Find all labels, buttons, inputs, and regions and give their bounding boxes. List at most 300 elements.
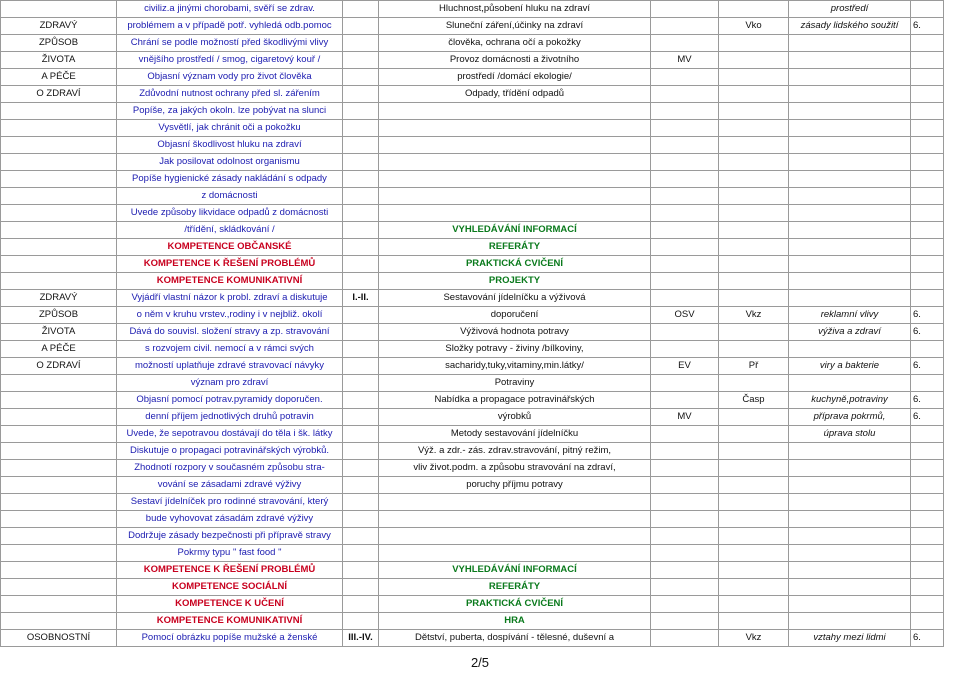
relation-cell [719,375,789,392]
year-cell [911,103,944,120]
relation-cell [719,324,789,341]
topic-cell: Hluchnost,působení hluku na zdraví [379,1,651,18]
note-cell [789,154,911,171]
grade-cell [343,392,379,409]
crosscurricular-cell [651,171,719,188]
crosscurricular-cell [651,375,719,392]
relation-cell [719,137,789,154]
table-row [1,443,944,460]
crosscurricular-cell [651,528,719,545]
outcome-cell: význam pro zdraví [117,375,343,392]
section-cell [1,154,117,171]
year-cell: 6. [911,409,944,426]
relation-cell [719,511,789,528]
note-cell: zásady lidského soužití [789,18,911,35]
topic-cell: prostředí /domácí ekologie/ [379,69,651,86]
section-cell: O ZDRAVÍ [1,358,117,375]
grade-cell [343,596,379,613]
note-cell [789,239,911,256]
table-row [1,52,944,69]
table-row [1,120,944,137]
table-row [1,562,944,579]
section-cell [1,392,117,409]
grade-cell [343,613,379,630]
relation-cell: Vkz [719,307,789,324]
section-cell [1,443,117,460]
year-cell [911,273,944,290]
table-row [1,545,944,562]
note-cell [789,443,911,460]
section-cell [1,477,117,494]
outcome-cell: /třídění, skládkování / [117,222,343,239]
note-cell [789,222,911,239]
outcome-cell: možností uplatňuje zdravé stravovací návyky [117,358,343,375]
topic-cell: Metody sestavování jídelníčku [379,426,651,443]
note-cell [789,188,911,205]
note-cell [789,273,911,290]
topic-cell: REFERÁTY [379,239,651,256]
note-cell [789,613,911,630]
relation-cell [719,460,789,477]
outcome-cell: civiliz.a jinými chorobami, svěří se zdrav. [117,1,343,18]
outcome-cell: s rozvojem civil. nemocí a v rámci svých [117,341,343,358]
table-row [1,596,944,613]
grade-cell [343,307,379,324]
outcome-cell: Sestaví jídelníček pro rodinné stravování, který [117,494,343,511]
grade-cell [343,239,379,256]
topic-cell: PRAKTICKÁ CVIČENÍ [379,596,651,613]
crosscurricular-cell [651,188,719,205]
crosscurricular-cell: OSV [651,307,719,324]
table-row [1,171,944,188]
grade-cell [343,86,379,103]
crosscurricular-cell [651,273,719,290]
table-row [1,256,944,273]
crosscurricular-cell [651,69,719,86]
note-cell: úprava stolu [789,426,911,443]
year-cell [911,86,944,103]
topic-cell: HRA [379,613,651,630]
grade-cell [343,69,379,86]
outcome-cell: KOMPETENCE K ŘEŠENÍ PROBLÉMŮ [117,562,343,579]
table-row [1,1,944,18]
table-row [1,341,944,358]
table-row [1,358,944,375]
grade-cell [343,137,379,154]
relation-cell: Př [719,358,789,375]
topic-cell [379,545,651,562]
crosscurricular-cell [651,545,719,562]
outcome-cell: z domácnosti [117,188,343,205]
crosscurricular-cell [651,239,719,256]
crosscurricular-cell [651,1,719,18]
grade-cell [343,222,379,239]
relation-cell [719,341,789,358]
grade-cell [343,18,379,35]
section-cell [1,375,117,392]
topic-cell: Dětství, puberta, dospívání - tělesné, duševní a [379,630,651,647]
relation-cell [719,596,789,613]
section-cell: OSOBNOSTNÍ [1,630,117,647]
outcome-cell: Objasní pomocí potrav.pyramidy doporučen. [117,392,343,409]
note-cell [789,494,911,511]
year-cell [911,443,944,460]
topic-cell: Odpady, třídění odpadů [379,86,651,103]
grade-cell [343,426,379,443]
table-row [1,69,944,86]
table-row [1,477,944,494]
year-cell [911,579,944,596]
relation-cell [719,579,789,596]
topic-cell: Výž. a zdr.- zás. zdrav.stravování, pitný režim, [379,443,651,460]
crosscurricular-cell [651,392,719,409]
crosscurricular-cell [651,460,719,477]
crosscurricular-cell [651,579,719,596]
note-cell [789,596,911,613]
year-cell [911,205,944,222]
crosscurricular-cell [651,18,719,35]
topic-cell [379,137,651,154]
outcome-cell: Uvede způsoby likvidace odpadů z domácnosti [117,205,343,222]
year-cell [911,426,944,443]
outcome-cell: Zhodnotí rozpory v současném způsobu stra- [117,460,343,477]
year-cell [911,69,944,86]
table-row [1,426,944,443]
relation-cell [719,120,789,137]
relation-cell: Časp [719,392,789,409]
year-cell [911,154,944,171]
outcome-cell: Pokrmy typu " fast food " [117,545,343,562]
crosscurricular-cell [651,154,719,171]
year-cell [911,375,944,392]
crosscurricular-cell [651,103,719,120]
topic-cell: PROJEKTY [379,273,651,290]
crosscurricular-cell [651,120,719,137]
note-cell [789,341,911,358]
year-cell [911,341,944,358]
topic-cell: Sestavování jídelníčku a výživová [379,290,651,307]
note-cell [789,477,911,494]
outcome-cell: Dodržuje zásady bezpečnosti při přípravě stravy [117,528,343,545]
grade-cell [343,256,379,273]
note-cell [789,375,911,392]
table-row [1,613,944,630]
relation-cell [719,613,789,630]
section-cell [1,528,117,545]
topic-cell: sacharidy,tuky,vitaminy,min.látky/ [379,358,651,375]
grade-cell [343,528,379,545]
grade-cell [343,154,379,171]
year-cell [911,137,944,154]
table-row [1,205,944,222]
table-row [1,154,944,171]
topic-cell: Potraviny [379,375,651,392]
section-cell [1,120,117,137]
table-row [1,290,944,307]
section-cell [1,409,117,426]
year-cell [911,239,944,256]
relation-cell [719,154,789,171]
crosscurricular-cell: EV [651,358,719,375]
grade-cell [343,52,379,69]
section-cell [1,596,117,613]
topic-cell [379,171,651,188]
year-cell [911,222,944,239]
year-cell [911,511,944,528]
year-cell [911,613,944,630]
section-cell [1,613,117,630]
topic-cell: poruchy příjmu potravy [379,477,651,494]
crosscurricular-cell [651,613,719,630]
year-cell [911,460,944,477]
crosscurricular-cell [651,341,719,358]
year-cell [911,477,944,494]
table-row [1,579,944,596]
note-cell [789,511,911,528]
relation-cell [719,69,789,86]
topic-cell [379,528,651,545]
relation-cell [719,562,789,579]
section-cell: ZDRAVÝ [1,290,117,307]
table-row [1,494,944,511]
topic-cell: VYHLEDÁVÁNÍ INFORMACÍ [379,562,651,579]
year-cell: 6. [911,307,944,324]
section-cell: ŽIVOTA [1,324,117,341]
topic-cell: PRAKTICKÁ CVIČENÍ [379,256,651,273]
year-cell [911,256,944,273]
relation-cell [719,290,789,307]
relation-cell [719,239,789,256]
outcome-cell: Vysvětlí, jak chránit oči a pokožku [117,120,343,137]
table-row [1,511,944,528]
relation-cell [719,256,789,273]
relation-cell [719,477,789,494]
table-row [1,86,944,103]
table-row [1,409,944,426]
crosscurricular-cell [651,426,719,443]
outcome-cell: vnějšího prostředí / smog, cigaretový kouř / [117,52,343,69]
topic-cell: výrobků [379,409,651,426]
section-cell [1,511,117,528]
relation-cell [719,222,789,239]
note-cell: příprava pokrmů, [789,409,911,426]
outcome-cell: KOMPETENCE OBČANSKÉ [117,239,343,256]
topic-cell: Sluneční záření,účinky na zdraví [379,18,651,35]
topic-cell: člověka, ochrana očí a pokožky [379,35,651,52]
year-cell [911,290,944,307]
section-cell [1,1,117,18]
crosscurricular-cell [651,86,719,103]
section-cell [1,171,117,188]
topic-cell: Složky potravy - živiny /bílkoviny, [379,341,651,358]
table-row [1,103,944,120]
grade-cell [343,324,379,341]
grade-cell [343,120,379,137]
section-cell: ZPŮSOB [1,307,117,324]
grade-cell [343,35,379,52]
crosscurricular-cell [651,137,719,154]
grade-cell [343,477,379,494]
note-cell [789,86,911,103]
table-row [1,18,944,35]
crosscurricular-cell [651,35,719,52]
outcome-cell: Objasní význam vody pro život člověka [117,69,343,86]
note-cell [789,52,911,69]
section-cell: ZPŮSOB [1,35,117,52]
table-row [1,324,944,341]
table-row [1,528,944,545]
crosscurricular-cell [651,256,719,273]
note-cell: výživa a zdraví [789,324,911,341]
year-cell: 6. [911,18,944,35]
crosscurricular-cell [651,205,719,222]
crosscurricular-cell [651,562,719,579]
grade-cell [343,171,379,188]
table-row [1,188,944,205]
section-cell [1,239,117,256]
relation-cell [719,1,789,18]
grade-cell [343,409,379,426]
table-row [1,222,944,239]
year-cell: 6. [911,324,944,341]
grade-cell [343,443,379,460]
relation-cell: Vko [719,18,789,35]
section-cell [1,494,117,511]
note-cell [789,137,911,154]
grade-cell [343,494,379,511]
outcome-cell: o něm v kruhu vrstev.,rodiny i v nejbliž. okolí [117,307,343,324]
outcome-cell: Chrání se podle možností před škodlivými vlivy [117,35,343,52]
note-cell: kuchyně,potraviny [789,392,911,409]
section-cell: A PÉČE [1,69,117,86]
topic-cell [379,120,651,137]
section-cell [1,188,117,205]
outcome-cell: KOMPETENCE K UČENÍ [117,596,343,613]
note-cell [789,205,911,222]
crosscurricular-cell [651,222,719,239]
outcome-cell: Popíše, za jakých okoln. lze pobývat na slunci [117,103,343,120]
year-cell [911,120,944,137]
table-row [1,137,944,154]
grade-cell [343,545,379,562]
relation-cell [719,273,789,290]
outcome-cell: Popíše hygienické zásady nakládání s odpady [117,171,343,188]
topic-cell [379,205,651,222]
section-cell [1,460,117,477]
note-cell: prostředí [789,1,911,18]
table-row [1,307,944,324]
crosscurricular-cell [651,596,719,613]
note-cell: viry a bakterie [789,358,911,375]
topic-cell [379,494,651,511]
section-cell [1,426,117,443]
outcome-cell: bude vyhovovat zásadám zdravé výživy [117,511,343,528]
outcome-cell: Uvede, že sepotravou dostávají do těla i šk. látky [117,426,343,443]
page-number: 2/5 [470,655,490,670]
year-cell [911,1,944,18]
outcome-cell: Vyjádří vlastní názor k probl. zdraví a diskutuje [117,290,343,307]
note-cell [789,460,911,477]
grade-cell [343,103,379,120]
relation-cell [719,52,789,69]
outcome-cell: Diskutuje o propagaci potravinářských výrobků. [117,443,343,460]
grade-cell [343,375,379,392]
note-cell [789,120,911,137]
relation-cell [719,103,789,120]
year-cell [911,596,944,613]
note-cell [789,256,911,273]
outcome-cell: Dává do souvisl. složení stravy a zp. stravování [117,324,343,341]
outcome-cell: KOMPETENCE KOMUNIKATIVNÍ [117,273,343,290]
section-cell: O ZDRAVÍ [1,86,117,103]
topic-cell: REFERÁTY [379,579,651,596]
relation-cell [719,494,789,511]
table-row [1,460,944,477]
relation-cell [719,409,789,426]
outcome-cell: Zdůvodní nutnost ochrany před sl. zářením [117,86,343,103]
crosscurricular-cell [651,324,719,341]
topic-cell: Výživová hodnota potravy [379,324,651,341]
table-row [1,35,944,52]
crosscurricular-cell [651,477,719,494]
outcome-cell: Jak posilovat odolnost organismu [117,154,343,171]
topic-cell: Nabídka a propagace potravinářských [379,392,651,409]
relation-cell [719,188,789,205]
year-cell [911,494,944,511]
year-cell: 6. [911,630,944,647]
crosscurricular-cell [651,630,719,647]
grade-cell [343,1,379,18]
outcome-cell: KOMPETENCE K ŘEŠENÍ PROBLÉMŮ [117,256,343,273]
relation-cell [719,86,789,103]
year-cell: 6. [911,358,944,375]
outcome-cell: denní příjem jednotlivých druhů potravin [117,409,343,426]
grade-cell [343,273,379,290]
topic-cell: vliv život.podm. a způsobu stravování na zdraví, [379,460,651,477]
note-cell [789,103,911,120]
crosscurricular-cell: MV [651,409,719,426]
year-cell [911,35,944,52]
topic-cell [379,103,651,120]
outcome-cell: KOMPETENCE SOCIÁLNÍ [117,579,343,596]
grade-cell [343,205,379,222]
note-cell [789,171,911,188]
section-cell [1,273,117,290]
year-cell [911,545,944,562]
note-cell: reklamní vlivy [789,307,911,324]
section-cell [1,579,117,596]
section-cell [1,222,117,239]
relation-cell [719,545,789,562]
grade-cell [343,358,379,375]
grade-cell [343,562,379,579]
section-cell: ŽIVOTA [1,52,117,69]
topic-cell: VYHLEDÁVÁNÍ INFORMACÍ [379,222,651,239]
relation-cell [719,528,789,545]
outcome-cell: Objasní škodlivost hluku na zdraví [117,137,343,154]
note-cell [789,35,911,52]
year-cell: 6. [911,392,944,409]
section-cell [1,137,117,154]
grade-cell [343,460,379,477]
table-row [1,375,944,392]
outcome-cell: vování se zásadami zdravé výživy [117,477,343,494]
grade-cell [343,188,379,205]
note-cell [789,290,911,307]
grade-cell [343,511,379,528]
topic-cell [379,511,651,528]
crosscurricular-cell: MV [651,52,719,69]
